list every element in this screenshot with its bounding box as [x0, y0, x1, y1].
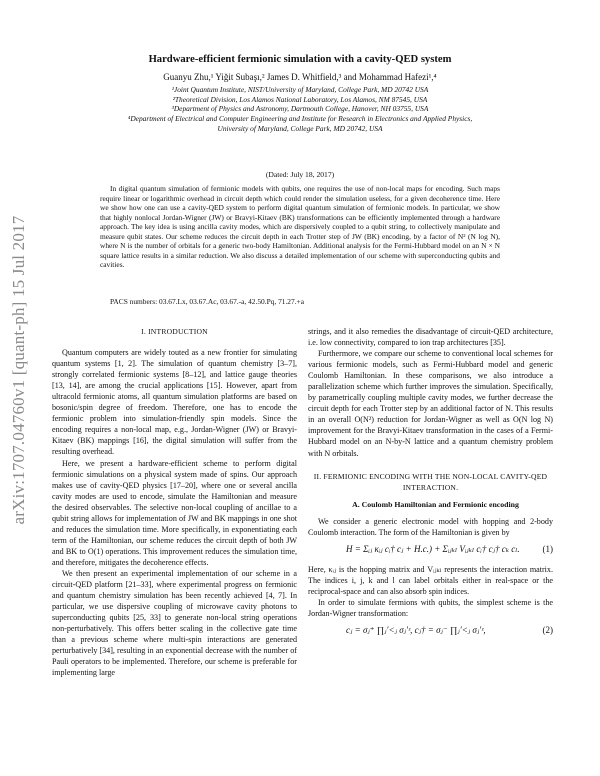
- subsection-title: Coulomb Hamiltonian and Fermionic encoding: [361, 499, 519, 509]
- paper-title: Hardware-efficient fermionic simulation with a cavity-QED system: [148, 54, 452, 65]
- subsection-heading: [308, 499, 553, 510]
- right-column: [308, 326, 553, 645]
- author-list: Guanyu Zhu,¹ Yiğit Subaşı,² James D. Whitfield,³ and Mohammad Hafezi¹,⁴: [163, 72, 437, 82]
- paragraph: We consider a generic electronic model with hopping and 2-body Coulomb interaction. The form of the Hamiltonian is given by: [308, 516, 553, 537]
- paragraph: strings, and it also remedies the disadvantage of circuit-QED architecture, i.e. low connectivity, compared to ion trap architectures [35].: [308, 327, 553, 348]
- affiliation-line: University of Maryland, College Park, MD 20742, USA: [217, 123, 383, 133]
- equation-body: H = Σᵢⱼ κᵢⱼ cᵢ† cⱼ + H.c.) + Σᵢⱼₖₗ Vᵢⱼₖₗ cᵢ† cⱼ† cₖ cₗ.: [346, 543, 520, 554]
- paragraph: In order to simulate fermions with qubits, the simplest scheme is the Jordan-Wigner transformation:: [308, 597, 553, 618]
- equation-body: cⱼ = σⱼ⁺ ∏ⱼ′<ⱼ σⱼ′ᶻ, cⱼ† = σⱼ⁻ ∏ⱼ′<ⱼ σⱼ′ᶻ,: [346, 625, 486, 636]
- equation-2: [308, 619, 553, 645]
- paragraph: Here, we present a hardware-efficient scheme to perform digital fermionic simulations on a physical system made of spins. Our approach makes use of cavity-QED physics [17–20], where one or several ancilla cavity modes are used to encode, simulate the Hamiltonian and measure the desired observables. The selective non-local coupling of ancillae to a qubit string allows for implementation of JW and BK mappings in one shot and reduces the simulation time. More specifically, in exponentiating each term of the Hamiltonian, our scheme reduces the circuit depth of both JW and BK to O(1) operations. This improvement reduces the simulation time, and therefore, mitigates the decoherence effects.: [52, 458, 297, 567]
- arxiv-id: arXiv:1707.04760v1 [quant-ph] 15 Jul 2017: [9, 215, 28, 525]
- section-heading-encoding: II. FERMIONIC ENCODING WITH THE NON-LOCAL CAVITY-QED INTERACTION.: [313, 471, 548, 492]
- paragraph: Furthermore, we compare our scheme to conventional local schemes for various fermionic models, such as Fermi-Hubbard model and generic Coulomb Hamiltonian. In these comparisons, we also introduce a parallelization scheme which further improves the simulation. Specifically, by parametrically coupling multiple cavity modes, we further decrease the circuit depth for each Trotter step by an additional factor of N. This results in an overall O(N²) reduction for Jordan-Wigner as well as O(N log N) improvement for the Bravyi-Kitaev transformation in the cases of a Fermi-Hubbard model on an N-by-N lattice and a quantum chemistry problem with N orbitals.: [308, 349, 553, 458]
- affiliations: [60, 85, 540, 134]
- affiliation-line: ²Theoretical Division, Los Alamos National Laboratory, Los Alamos, NM 87545, USA: [172, 94, 428, 104]
- arxiv-stamp: [6, 100, 32, 640]
- equation-1: [308, 538, 553, 564]
- left-column: [52, 326, 297, 678]
- paragraph: We then present an experimental implementation of our scheme in a circuit-QED platform [21–33], where experimental progress on fermionic and quantum chemistry simulation has been recently achieved [4, 7]. In particular, we use dispersive coupling of microwave cavity photons to superconducting qubits [25, 33] to generate non-local string operations non-perturbatively. This offers better scaling in the collective gate time than a previous scheme where multi-spin interactions are generated perturbatively [34], resulting in an exponential decrease with the number of Pauli operators to be implemented. Therefore, our scheme is preferable for implementing large: [52, 568, 297, 678]
- equation-number: (2): [542, 625, 553, 636]
- affiliation-line: ¹Joint Quantum Institute, NIST/University of Maryland, College Park, MD 20742 USA: [171, 85, 429, 94]
- section-heading-introduction: I. INTRODUCTION: [141, 327, 208, 336]
- dated-line: (Dated: July 18, 2017): [265, 170, 335, 179]
- affiliation-line: ³Department of Physics and Astronomy, Dartmouth College, Hanover, NH 03755, USA: [171, 104, 429, 114]
- paragraph: Quantum computers are widely touted as a new frontier for simulating quantum systems [1, 2]. The simulation of quantum chemistry [3–7], strongly correlated fermionic systems [8–12], and lattice gauge theories [13, 14], are among the crucial applications [15]. However, apart from ultracold fermionic atoms, all quantum simulation platforms are based on bosonic/spin degree of freedom. Therefore, one has to encode the fermionic problem into simulation-friendly spin models. Since the encoding requires a non-local map, e.g., Jordan-Wigner (JW) or Bravyi-Kitaev (BK) mappings [16], the digital simulation will suffer from the resulting overhead.: [52, 348, 297, 457]
- abstract: [100, 184, 500, 270]
- affiliation-line: ⁴Department of Electrical and Computer Engineering and Institute for Research in Electronics and Applied Physics,: [127, 114, 473, 124]
- pacs-numbers: PACS numbers: 03.67.Lx, 03.67.Ac, 03.67.-a, 42.50.Pq, 71.27.+a: [110, 297, 304, 306]
- paragraph: Here, κᵢⱼ is the hopping matrix and Vᵢⱼₖₗ represents the interaction matrix. The indices i, j, k and l can label orbitals either in real-space or the reciprocal-space and can also absorb spin indices.: [308, 564, 553, 596]
- equation-number: (1): [542, 543, 553, 554]
- subsection-letter: A.: [352, 499, 360, 509]
- abstract-text: In digital quantum simulation of fermionic models with qubits, one requires the use of non-local maps for encoding. Such maps require linear or logarithmic overhead in circuit depth which could render the simulation useless, for a given decoherence time. Here we show how one can use a cavity-QED system to perform digital quantum simulation of fermionic models. In particular, we show that highly nonlocal Jordan-Wigner (JW) or Bravyi-Kitaev (BK) transformations can be efficiently implemented through a hardware approach. The key idea is using ancilla cavity modes, which are dispersively coupled to a qubit string, to collectively manipulate and measure qubit states. Our scheme reduces the circuit depth in each Trotter step of JW (BK) encoding, by a factor of N² (N log N), where N is the number of orbitals for a generic two-body Hamiltonian. Additional analysis for the Fermi-Hubbard model on an N × N square lattice results in a similar reduction. We also discuss a detailed implementation of our scheme with superconducting qubits and cavities.: [100, 184, 500, 270]
